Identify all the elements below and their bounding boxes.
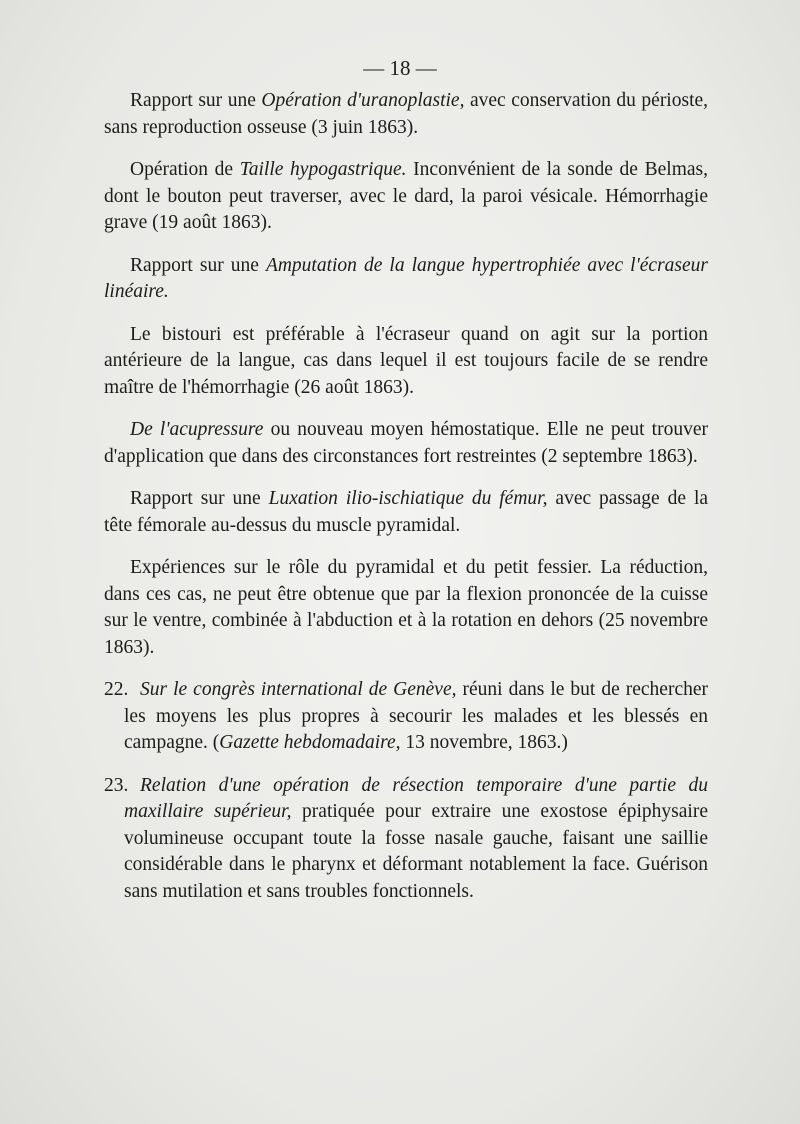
paragraph-taille: Opération de Taille hypogastrique. Inconvénient de la sonde de Belmas, dont le bouton peut traverser, avec le dard, la paroi vésicale. Hémorrhagie grave (19 août 1863). (104, 159, 708, 233)
list-item-22: 22. Sur le congrès international de Genève, réuni dans le but de rechercher les moyens les plus propres à secourir les malades et les blessés en campagne. (Gazette hebdomadaire, 13 novembre, 1863.) (104, 679, 708, 753)
paragraph-experiences: Expériences sur le rôle du pyramidal et du petit fessier. La réduction, dans ces cas, ne peut être obtenue que par la flexion prononcée de la cuisse sur le ventre, combinée à l'abduction et à la rotation en dehors (25 novembre 1863). (104, 557, 708, 658)
paragraph-amputation: Rapport sur une Amputation de la langue hypertrophiée avec l'écraseur linéaire. (104, 254, 709, 302)
list-item-23: 23. Relation d'une opération de résection temporaire d'une partie du maxillaire supérieur, pratiquée pour extraire une exostose épiphysaire volumineuse occupant toute la fosse nasale gauche, faisant une saillie considérable dans le pharynx et déformant notablement la face. Guérison sans mutilation et sans troubles fonctionnels. (104, 774, 708, 902)
page-number: — 18 — (363, 56, 437, 80)
page-content (104, 88, 708, 921)
paragraph-luxation: Rapport sur une Luxation ilio-ischiatique du fémur, avec passage de la tête fémorale au-dessus du muscle pyramidal. (104, 488, 709, 536)
paragraph-bistouri: Le bistouri est préférable à l'écraseur quand on agit sur la portion antérieure de la langue, cas dans lequel il est toujours facile de se rendre maître de l'hémorrhagie (26 août 1863). (104, 323, 708, 398)
paragraph-uranoplastie: Rapport sur une Opération d'uranoplastie, avec conservation du périoste, sans reproduction osseuse (3 juin 1863). (104, 90, 709, 138)
paragraph-acupressure: De l'acupressure ou nouveau moyen hémostatique. Elle ne peut trouver d'application que dans des circonstances fort restreintes (2 septembre 1863). (104, 419, 708, 467)
